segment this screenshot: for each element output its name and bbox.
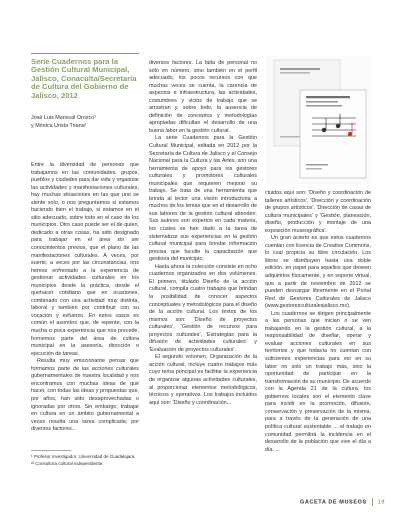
column-3-paragraph: Un gran acierto es que estos cuadernos cuentan con licencia de Creative Commons, lo cual propicia su libre circulación. Los libros se distribuyen hasta una doble edición, en papel para aquellos que deseen adquirirlos físicamente, y en soporte virtual, que a partir de noviembre de 2012 se pueden descargar libremente en el Portal Red de Gestores Culturales de Jalisco (www.gestoresculturalesjalisco.mx). <box>265 235 371 310</box>
column-1-paragraph: Resulta muy emocionante pensar que formamos parte de las acciones culturales gubernamentales de nuestra localidad y nos encontramos con muchas ideas de qué hacer, con todas las ideas y propuestas que, por años, han sido desaprovechadas o ignoradas por otros. Sin embargo, trabajar en cultura en un ámbito gubernamental a veces resulta una tarea complicada; por diversos factores... <box>31 358 139 433</box>
column-1-paragraph: Entre la diversidad de personas que trabajamos en las comunidades, grupos, pueblos y ciudades para dar vida y organizar las actividades y manifestaciones culturales, hay muchas situaciones en las que uno se siente solo, o nos preguntamos si estamos haciendo bien el trabajo, si estamos en el sitio adecuado, sobre todo en el caso de los municipios. Otro caso puede ser el de quien, dedicado a otras cosas, ha sido designado para trabajar en el área sin ser conocimientos previos, que el plano de las manifestaciones culturales. A veces, por suerte, a veces por las circunstancias, nos hemos enfrentado a la experiencia de gestionar actividades culturales en los municipios desde la práctica, desde el quehacer cotidiano que en ocasiones, combinado con una actividad muy distinta, laboral y también por contribuir con su vocación y esfuerzo. En estos casos es común el asombro que, de repente, con la mucha o poca experiencia que nos precede, formemos parte del área de cultura municipal en la asesoría, dirección o ejecución de tareas. <box>31 162 139 357</box>
author-2: y Mónica Urista Triana² <box>31 123 87 129</box>
column-2 <box>149 60 257 407</box>
author-1: José Luis Mariscal Orozco¹ <box>31 115 97 121</box>
footer-divider <box>372 498 373 506</box>
footnotes <box>31 454 139 467</box>
title-rule <box>31 53 139 54</box>
article-title: Serie Cuadernos para la Gestión Cultural Municipal, Jalisco, Conaculta/Secretaría de Cultura del Gobierno de Jalisco, 2012 <box>31 57 137 100</box>
footnote-rule <box>31 450 71 451</box>
page-number: 19 <box>377 499 386 506</box>
footnote-1: ¹ Profesor investigador, Universidad de Guadalajara. <box>31 454 136 459</box>
book-covers-illustration <box>266 56 372 184</box>
magazine-name: GACETA DE MUSEOS <box>300 499 367 506</box>
column-2-paragraph: El segundo volumen, Organización de la acción cultural, incluye cuatro trabajos más cuyo tema principal es facilitar la experiencia de organizar algunas actividades culturales, al proporcionar elementos metodológicos, técnicos y operativos. Los trabajos incluidos aquí son: 'Diseño y coordinación... <box>149 354 257 406</box>
page-footer <box>300 498 385 506</box>
book-covers-figure <box>266 56 372 184</box>
column-1 <box>31 162 139 434</box>
column-3-paragraph: Los cuadernos se dirigen principalmente a las personas que inician o se ven trabajando en la gestión cultural, a la responsabilidad de diseñar, operar y evaluar acciones culturales en sus territorios y que todavía no cuentan con suficientes experiencias para ver en su labor no sólo un trabajo más, sino la oportunidad de participar en la transformación de su municipio. De acuerdo con la Agenda 21 de la cultura, los gobiernos locales son el elemento clave para incidir en la promoción, difusión, conservación y preservación de la misma, para a través de la generación de una política cultural sustentable ... el trabajo en comunidad permitirá la incidencia en el desarrollo de la población que vive el día a día. ... <box>265 310 371 453</box>
column-3 <box>265 190 371 454</box>
front-book-cover <box>300 90 366 178</box>
article-authors <box>31 114 141 130</box>
column-2-paragraph: Hasta ahora la colección consiste en ocho cuadernos organizados en dos volúmenes. El primero, titulado Diseño de la acción cultural, compila cuatro trabajos que brindan la posibilidad de conocer aspectos conceptuales y metodológicos para el diseño de la acción cultural. Los textos de los mismos son: 'Diseño de proyectos culturales', 'Gestión de recursos para proyectos culturales', 'Estrategias para la difusión de actividades culturales' y 'Evaluación de proyectos culturales'. <box>149 263 257 353</box>
column-2-paragraph: La serie Cuadernos para la Gestión Cultural Municipal, editada en 2012 por la Secretaría de Cultura de Jalisco y el Consejo Nacional para la Cultura y las Artes, son una herramienta de apoyo para los gestores culturales y promotores culturales municipales que requieren mejorar su trabajo. Se trata de una herramienta que brinda al lector una visión introductoria a muchos de los temas que en el desarrollo de sus labores de la gestión cultural atienden. Sus autores son expertos en cada materia, los cuales se han dado a la tarea de sistematizar sus experiencias en la gestión cultural municipal para brindar información precisa que faculte la capacitación que gestiona del municipio. <box>149 135 257 263</box>
column-2-paragraph: diversos factores. La falta de personal no sólo en número, sino también en el perfil adecuado, los pocos recursos con que muchas veces se cuenta, la carencia de aspectos e infraestructura, las actividades, costumbres y vicios de trabajo que se arrastran y, sobre todo, la ausencia de definición de conceptos y metodologías apropiadas dificultan el desarrollo de una buena labor en la gestión cultural. <box>149 60 257 134</box>
footnote-2: ²² Consultora cultural independiente. <box>31 460 104 466</box>
column-3-paragraph: cluidos aquí son: 'Diseño y coordinación de talleres artísticos', 'Dirección y coordinación de grupos artísticos', 'Dirección de casas de cultura municipales' y 'Gestión, planeación, diseño, producción y montaje de una exposición museográfica'. <box>265 190 371 234</box>
